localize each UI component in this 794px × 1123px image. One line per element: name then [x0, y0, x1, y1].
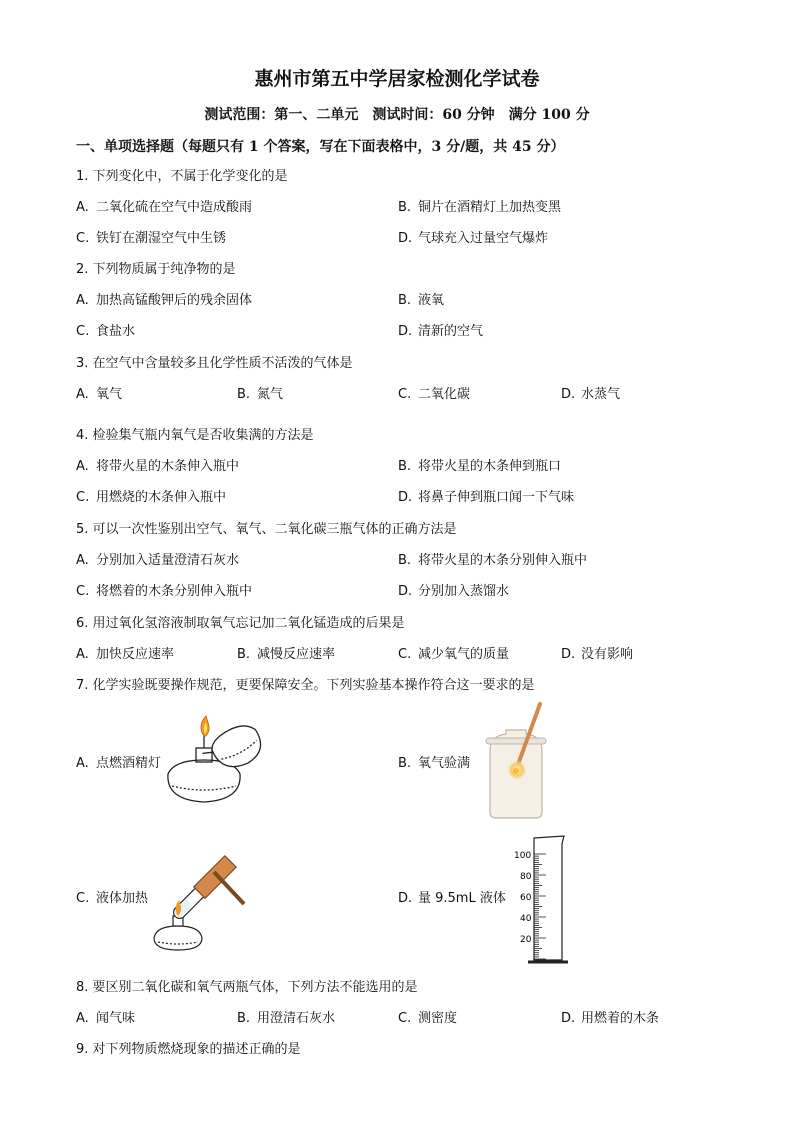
option-text: 将鼻子伸到瓶口闻一下气味 — [418, 490, 575, 505]
q6-option-a[interactable] — [76, 646, 174, 664]
option-text: 用澄清石灰水 — [257, 1011, 336, 1026]
graduated-cylinder-figure — [512, 834, 572, 970]
q3-option-c[interactable] — [398, 386, 470, 404]
option-label: A. — [76, 756, 89, 771]
option-label: C. — [398, 1011, 412, 1026]
option-label: B. — [237, 647, 251, 662]
q5-option-d[interactable] — [398, 583, 509, 601]
option-text: 加热高锰酸钾后的残余固体 — [96, 293, 253, 308]
q1-option-d[interactable] — [398, 230, 548, 248]
q3-option-a[interactable] — [76, 386, 122, 404]
option-label: A. — [76, 387, 89, 402]
q5-option-a[interactable] — [76, 552, 239, 570]
option-label: A. — [76, 1011, 89, 1026]
option-label: B. — [237, 1011, 251, 1026]
q6-option-c[interactable] — [398, 646, 509, 664]
option-label: C. — [76, 584, 90, 599]
option-text: 氧气 — [96, 387, 123, 402]
q7-option-b[interactable] — [398, 755, 470, 773]
heating-liquid-figure — [148, 846, 248, 952]
option-text: 量 9.5mL 液体 — [418, 891, 506, 906]
option-label: A. — [76, 459, 89, 474]
scale-label-20: 20 — [520, 935, 532, 945]
option-label: C. — [76, 490, 90, 505]
q8-option-c[interactable] — [398, 1010, 457, 1028]
option-label: D. — [398, 231, 413, 246]
section-heading: 一、单项选择题（每题只有 1 个答案，写在下面表格中，3 分/题，共 45 分） — [76, 139, 565, 155]
q8-option-b[interactable] — [237, 1010, 335, 1028]
q7-option-a[interactable] — [76, 755, 161, 773]
option-text: 铜片在酒精灯上加热变黑 — [418, 200, 562, 215]
option-label: D. — [561, 1011, 576, 1026]
option-label: A. — [76, 293, 89, 308]
q6-option-b[interactable] — [237, 646, 335, 664]
option-label: C. — [76, 324, 90, 339]
option-text: 将带火星的木条分别伸入瓶中 — [418, 553, 588, 568]
option-text: 二氧化碳 — [418, 387, 471, 402]
q1-option-a[interactable] — [76, 199, 252, 217]
option-text: 二氧化硫在空气中造成酸雨 — [96, 200, 253, 215]
question-3-stem: 3. 在空气中含量较多且化学性质不活泼的气体是 — [76, 356, 353, 371]
option-text: 减慢反应速率 — [257, 647, 336, 662]
option-text: 氮气 — [257, 387, 284, 402]
scale-label-40: 40 — [520, 914, 532, 924]
scale-label-100: 100 — [514, 851, 532, 861]
page-title: 惠州市第五中学居家检测化学试卷 — [254, 68, 540, 90]
q7-option-d[interactable] — [398, 890, 506, 908]
q7-option-c[interactable] — [76, 890, 148, 908]
q8-option-a[interactable] — [76, 1010, 135, 1028]
q3-option-b[interactable] — [237, 386, 283, 404]
option-label: D. — [398, 891, 413, 906]
q8-option-d[interactable] — [561, 1010, 659, 1028]
question-8-stem: 8. 要区别二氧化碳和氧气两瓶气体，下列方法不能选用的是 — [76, 980, 418, 995]
option-text: 氧气验满 — [418, 756, 471, 771]
option-label: D. — [561, 387, 576, 402]
option-text: 测密度 — [418, 1011, 458, 1026]
option-text: 水蒸气 — [581, 387, 621, 402]
oxygen-jar-figure — [480, 700, 560, 820]
option-label: D. — [561, 647, 576, 662]
q2-option-d[interactable] — [398, 323, 483, 341]
option-label: C. — [76, 231, 90, 246]
option-text: 用燃烧的木条伸入瓶中 — [96, 490, 227, 505]
question-6-stem: 6. 用过氧化氢溶液制取氧气忘记加二氧化锰造成的后果是 — [76, 616, 405, 631]
option-label: C. — [398, 647, 412, 662]
q4-option-c[interactable] — [76, 489, 226, 507]
q6-option-d[interactable] — [561, 646, 633, 664]
option-label: B. — [398, 553, 412, 568]
q5-option-c[interactable] — [76, 583, 252, 601]
option-text: 将燃着的木条分别伸入瓶中 — [96, 584, 253, 599]
question-1-stem: 1. 下列变化中，不属于化学变化的是 — [76, 169, 288, 184]
option-label: B. — [398, 293, 412, 308]
option-label: A. — [76, 553, 89, 568]
option-label: D. — [398, 324, 413, 339]
q2-option-b[interactable] — [398, 292, 444, 310]
option-label: C. — [76, 891, 90, 906]
option-text: 气球充入过量空气爆炸 — [418, 231, 549, 246]
option-text: 铁钉在潮湿空气中生锈 — [96, 231, 227, 246]
q4-option-d[interactable] — [398, 489, 574, 507]
q2-option-a[interactable] — [76, 292, 252, 310]
q4-option-b[interactable] — [398, 458, 561, 476]
option-label: A. — [76, 200, 89, 215]
option-label: B. — [398, 459, 412, 474]
scale-label-80: 80 — [520, 872, 532, 882]
exam-info: 测试范围：第一、二单元 测试时间：60 分钟 满分 100 分 — [204, 107, 590, 123]
question-7-stem: 7. 化学实验既要操作规范，更要保障安全。下列实验基本操作符合这一要求的是 — [76, 678, 535, 693]
question-2-stem: 2. 下列物质属于纯净物的是 — [76, 262, 236, 277]
q5-option-b[interactable] — [398, 552, 587, 570]
option-text: 没有影响 — [581, 647, 634, 662]
q2-option-c[interactable] — [76, 323, 135, 341]
option-text: 液氧 — [418, 293, 445, 308]
option-text: 闻气味 — [96, 1011, 136, 1026]
q1-option-b[interactable] — [398, 199, 561, 217]
option-text: 分别加入蒸馏水 — [418, 584, 510, 599]
option-text: 将带火星的木条伸到瓶口 — [418, 459, 562, 474]
question-4-stem: 4. 检验集气瓶内氧气是否收集满的方法是 — [76, 428, 314, 443]
option-text: 清新的空气 — [418, 324, 484, 339]
option-text: 用燃着的木条 — [581, 1011, 660, 1026]
option-text: 减少氧气的质量 — [418, 647, 510, 662]
q1-option-c[interactable] — [76, 230, 226, 248]
option-text: 点燃酒精灯 — [96, 756, 162, 771]
option-text: 加快反应速率 — [96, 647, 175, 662]
option-text: 将带火星的木条伸入瓶中 — [96, 459, 240, 474]
option-label: B. — [237, 387, 251, 402]
q3-option-d[interactable] — [561, 386, 620, 404]
option-label: D. — [398, 490, 413, 505]
option-text: 液体加热 — [96, 891, 149, 906]
q4-option-a[interactable] — [76, 458, 239, 476]
option-text: 分别加入适量澄清石灰水 — [96, 553, 240, 568]
option-label: C. — [398, 387, 412, 402]
option-label: B. — [398, 200, 412, 215]
option-text: 食盐水 — [96, 324, 136, 339]
question-5-stem: 5. 可以一次性鉴别出空气、氧气、二氧化碳三瓶气体的正确方法是 — [76, 522, 457, 537]
lighting-alcohol-lamp-figure — [160, 716, 270, 808]
option-label: A. — [76, 647, 89, 662]
option-label: B. — [398, 756, 412, 771]
option-label: D. — [398, 584, 413, 599]
scale-label-60: 60 — [520, 893, 532, 903]
question-9-stem: 9. 对下列物质燃烧现象的描述正确的是 — [76, 1042, 301, 1057]
